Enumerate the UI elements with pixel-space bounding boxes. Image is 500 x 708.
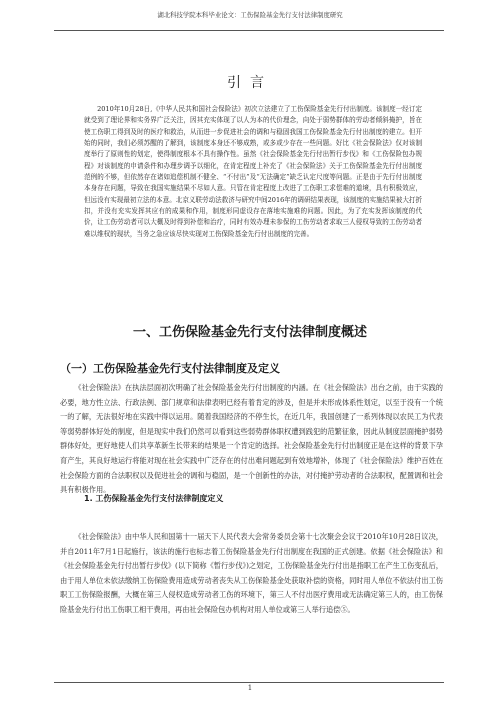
chapter-heading: 一、工伤保险基金先行支付法律制度概述 — [132, 325, 367, 340]
section-heading: （一）工伤保险基金先行支付法律制度及定义 — [60, 362, 280, 375]
subsection-heading: 1. 工伤保险基金先行支付法律制度定义 — [84, 494, 224, 503]
intro-paragraph: 2010年10月28日,《中华人民共和国社会保险法》初次立法建立了工伤保险基金先行付出制度。该制度一经订定就受到了理论界和实务界广泛关注，因其充实体现了以人为本的代价理念，向处于弱势群体的劳动者倾斜掩护，旨在使工伤职工得到及时的医疗和救治，从而进一步促进社会的调和与稳固我国工伤保险基金先行付出制度的建立。但开始的同时，我们必须苏醒的了解到，该制度本身还不够成熟，或多或少存在一些问题。好比《社会保险法》仅对该制度举行了原则性的划定，使得制度根本不具有操作性。虽然《社会保险基金先行付出暂行步伐》和《工伤保险包办规程》对该制度的申请条件和办理步调予以细化，在肯定程度上补充了《社会保险法》关于工伤保险基金先行付出制度范例的不够，但依然存在诸如追偿机制不健全、“不付出”及“无法确定”缺乏认定尺度等问题。正是由于先行付出制度本身存在问题，导致在我国实施结果不尽如人意。只管在肯定程度上改进了工伤职工求偿难的道境，具有积极效应，但远没有实现最初立法的本意。北京义联劳动法救济与研究中间2016年的调研结果表现，该制度的实施结果被大打折扣，并没有充实发挥其应有的成果和作用，制度形同虚设存在落地实施难的问题。因此，为了充实发挥该制度的代价，让工伤劳动者可以大概及时得到补偿和治疗，同时有效办理未参保的工伤劳动者求取三人侵权导致的工伤劳动者难以维权的现状，当务之急应该尽快实现对工伤保险基金先行付出制度的完善。 — [84, 105, 422, 238]
header-divider — [54, 30, 444, 31]
footer-divider — [54, 682, 444, 683]
running-header: 湖北科技学院本科毕业论文：工伤保险基金先行支付法律制度研究 — [157, 11, 343, 19]
intro-heading: 引言 — [227, 75, 273, 91]
page-number: 1 — [247, 684, 253, 692]
subsection-paragraph: 《社会保险法》由中华人民和国第十一届天下人民代表大会常务委员会第十七次聚会会议于2010年10月28日议决，并自2011年7月1日起施行，该法的施行也标志着工伤保险基金先行付出制度在我国的正式创建。依据《社会保险法》和《社会保险基金先行付出暂行步伐》(以下简称《暂行步伐》)之划定，工伤保险基金先行付出是指职工在产生工伤变乱后，由于用人单位未依法缴纳工伤保险费用造成劳动者丧失从工伤保险基金处获取补偿的资格，同时用人单位不依法付出工伤职工工伤保险报酬，大概在第三人侵权造成劳动者工伤的环境下，第三人不付出医疗费用或无法确定第三人的，由工伤保险基金先行付出工伤职工相干费用，再由社会保险包办机构对用人单位或第三人举行追偿⑤。 — [60, 532, 443, 614]
section-paragraph: 《社会保险法》在执法层面初次明确了社会保险基金先行付出制度的内涵。在《社会保险法》出台之前，由于实践的必要，地方性立法、行政法例、部门规章和法律表明已经有着肯定的涉及，但是并未形成体系性划定，以至于没有一个统一的了解，无法很好地在实践中得以运用。随着我国经济的不停生长，在近几年，我国创建了一系列体现以农民工为代表等弱势群体好处的制度，但是现实中我们仍然可以看到这些弱势群体职权遭到践犯的范繁征象，因此从制度层面掩护弱势群体好处，更好地使人们共享革新生长带来的结果是一个肯定的选择。社会保险基金先行付出制度正是在这样的背景下孕育产生，其良好地运行将能对现在社会实践中广泛存在的付出难问题起到有效地增补，体现了《社会保险法》维护百姓在社会保险方面的合法职权以及促进社会的调和与稳固，是一个创新性的办法，对付掩护劳动者的合法职权，配置调和社会具有积极作用。 — [60, 383, 443, 495]
